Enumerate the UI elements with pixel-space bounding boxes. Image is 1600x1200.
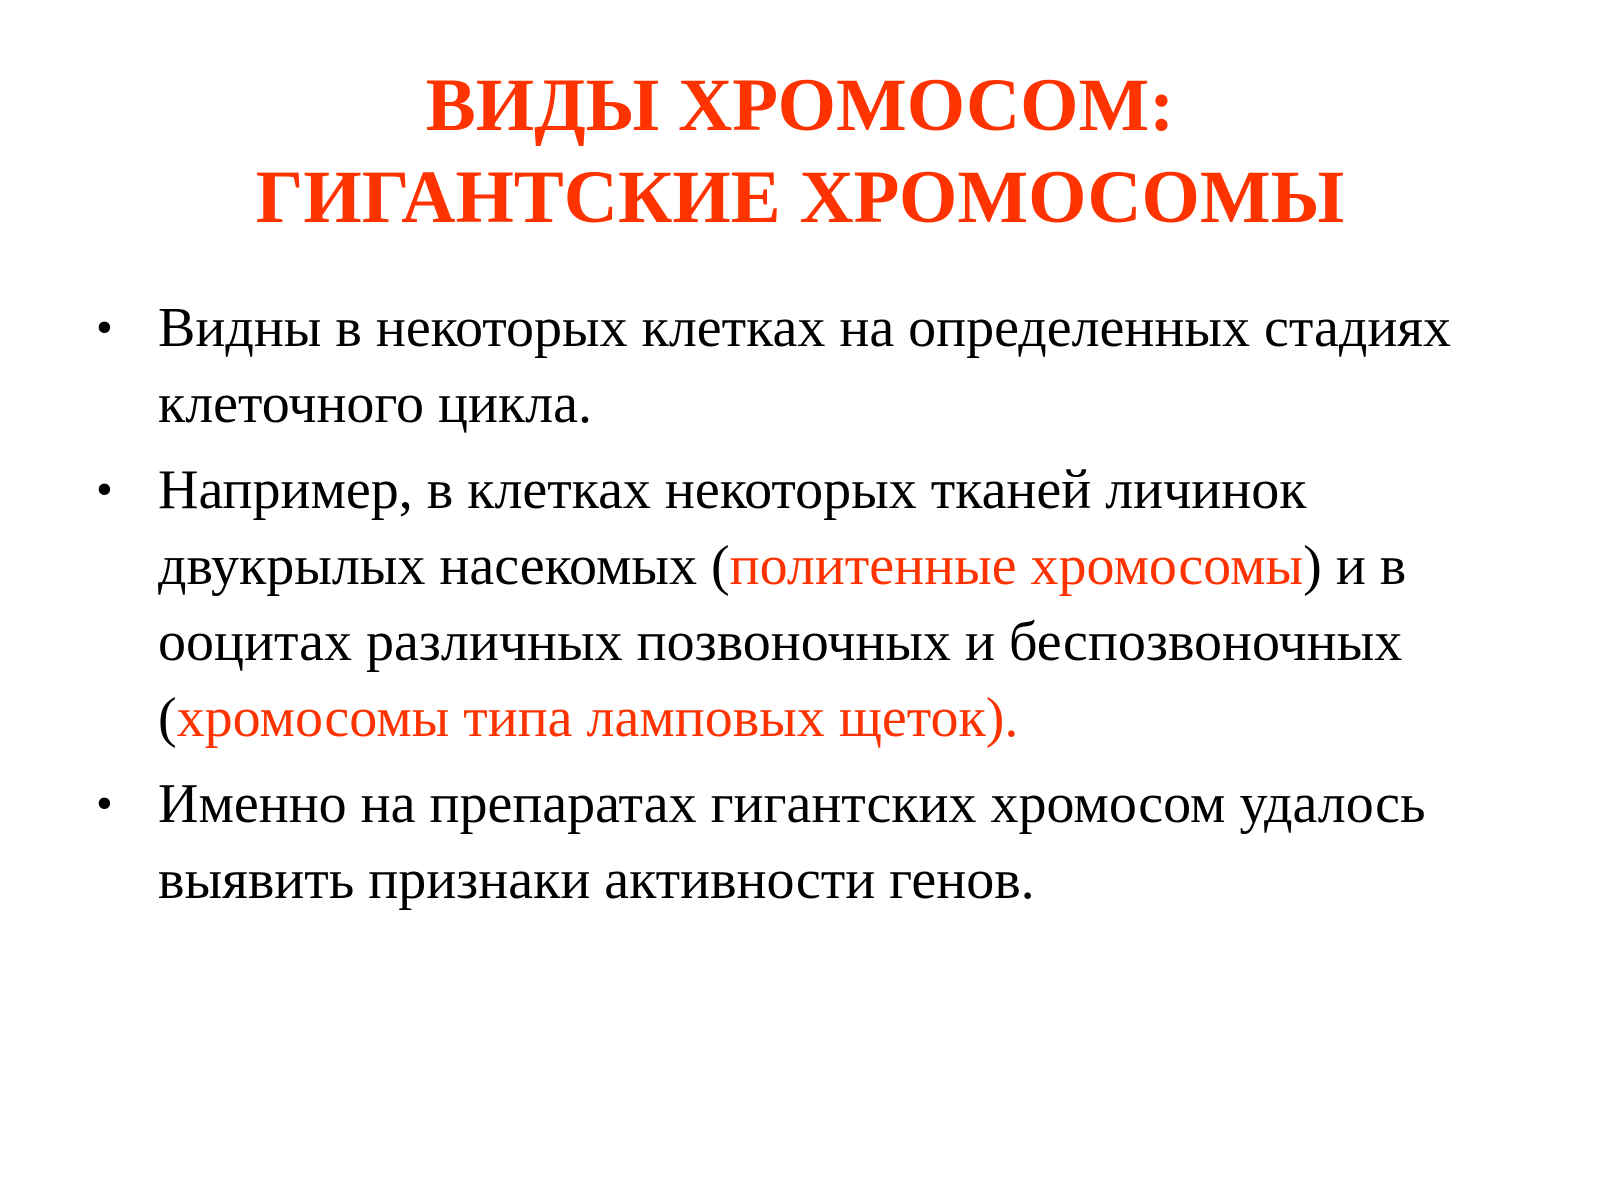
highlight-lampbrush-chromosomes: хромосомы типа ламповых щеток). (176, 687, 1019, 749)
bullet-item-3 (96, 766, 1536, 918)
bullet-marker-icon: • (96, 301, 113, 354)
title-line-1: ВИДЫ ХРОМОСОМ: (425, 64, 1175, 147)
bullet-item-1 (96, 290, 1536, 442)
title-line-2: ГИГАНТСКИЕ ХРОМОСОМЫ (255, 156, 1345, 239)
bullet-list (96, 290, 1536, 928)
bullet-text-part-2: ) и в ооцитах различных позвоночных и беспозвоночных ( (158, 535, 1407, 749)
bullet-marker-icon: • (96, 463, 113, 516)
bullet-marker-icon: • (96, 777, 113, 830)
highlight-polytene-chromosomes: политенные хромосомы (729, 535, 1304, 597)
bullet-text-part-1: Например, в клетках некоторых тканей личинок двукрылых насекомых ( (158, 459, 1307, 597)
bullet-text: Видны в некоторых клетках на определенных стадиях клеточного цикла. (158, 297, 1452, 435)
slide-title (0, 60, 1600, 244)
bullet-text: Именно на препаратах гигантских хромосом удалось выявить признаки активности генов. (158, 773, 1426, 911)
bullet-item-2 (96, 452, 1536, 756)
